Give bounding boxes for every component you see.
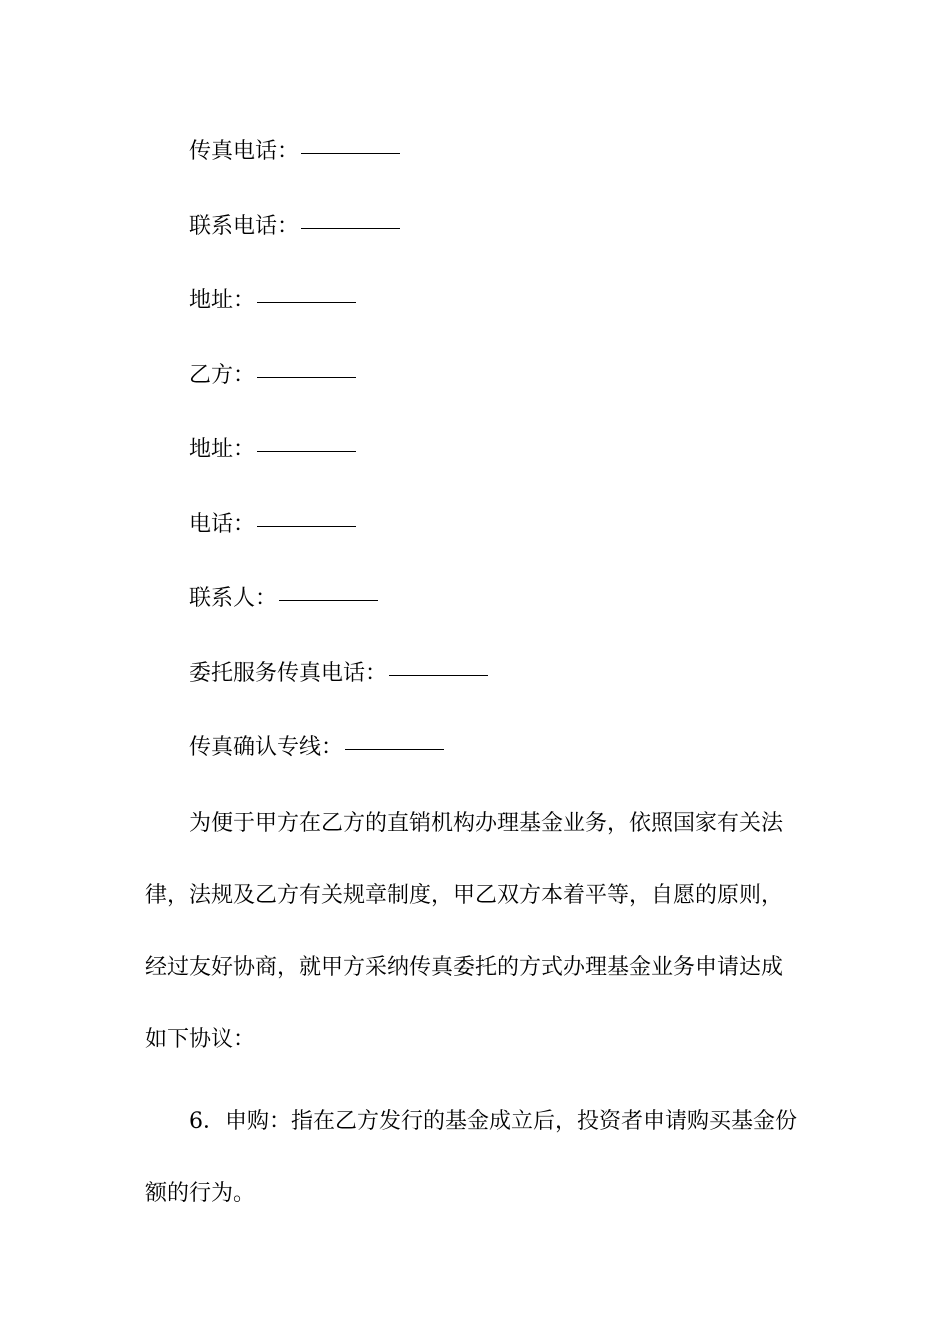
paragraph-line: 6．申购：指在乙方发行的基金成立后，投资者申请购买基金份 [189,1109,797,1134]
phone-field [189,509,356,541]
field-label: 传真电话： [189,139,300,164]
field-label: 联系人： [189,586,278,611]
fill-in-blank [257,376,356,378]
fax-phone-field [189,136,400,168]
agreement-intro-paragraph [145,808,805,1096]
paragraph-line: 为便于甲方在乙方的直销机构办理基金业务，依照国家有关法 [189,811,784,836]
field-label: 联系电话： [189,214,300,239]
field-label: 传真确认专线： [189,735,344,760]
field-label: 地址： [189,437,256,462]
fill-in-blank [301,152,400,154]
party-b-field [189,360,356,392]
paragraph-line: 额的行为。 [145,1181,256,1206]
paragraph-line: 如下协议： [145,1027,256,1052]
fill-in-blank [389,674,488,676]
paragraph-line: 律，法规及乙方有关规章制度，甲乙双方本着平等，自愿的原则， [145,883,784,908]
fill-in-blank [345,748,444,750]
field-label: 地址： [189,288,256,313]
field-label: 电话： [189,512,256,537]
fill-in-blank [257,525,356,527]
fill-in-blank [257,450,356,452]
fax-confirmation-line-field [189,732,444,764]
field-label: 乙方： [189,363,256,388]
fill-in-blank [279,599,378,601]
subscription-definition-paragraph [145,1106,805,1250]
fill-in-blank [257,301,356,303]
entrusted-service-fax-field [189,658,488,690]
address-field [189,285,356,317]
contact-phone-field [189,211,400,243]
field-label: 委托服务传真电话： [189,661,388,686]
contact-person-field [189,583,378,615]
party-b-address-field [189,434,356,466]
fill-in-blank [301,227,400,229]
paragraph-line: 经过友好协商，就甲方采纳传真委托的方式办理基金业务申请达成 [145,955,784,980]
